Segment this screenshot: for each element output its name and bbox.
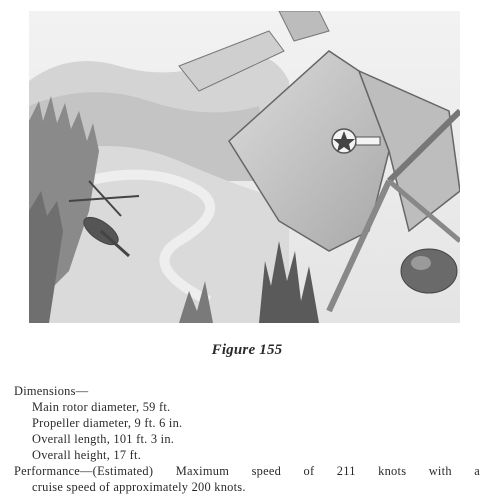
dimension-height: Overall height, 17 ft. (32, 448, 142, 462)
dimension-length: Overall length, 101 ft. 3 in. (32, 432, 175, 446)
helicopter-drawing (29, 11, 460, 323)
dimension-propeller: Propeller diameter, 9 ft. 6 in. (32, 416, 183, 430)
specifications (14, 383, 480, 495)
performance-line: Performance—(Estimated) Maximum speed of 211 knots with a (14, 464, 480, 478)
dimension-main-rotor: Main rotor diameter, 59 ft. (32, 400, 171, 414)
performance-continuation: cruise speed of approximately 200 knots. (32, 480, 246, 494)
figure-caption: Figure 155 (211, 342, 283, 358)
aircraft-illustration (29, 11, 460, 323)
dimensions-heading: Dimensions— (14, 384, 89, 398)
